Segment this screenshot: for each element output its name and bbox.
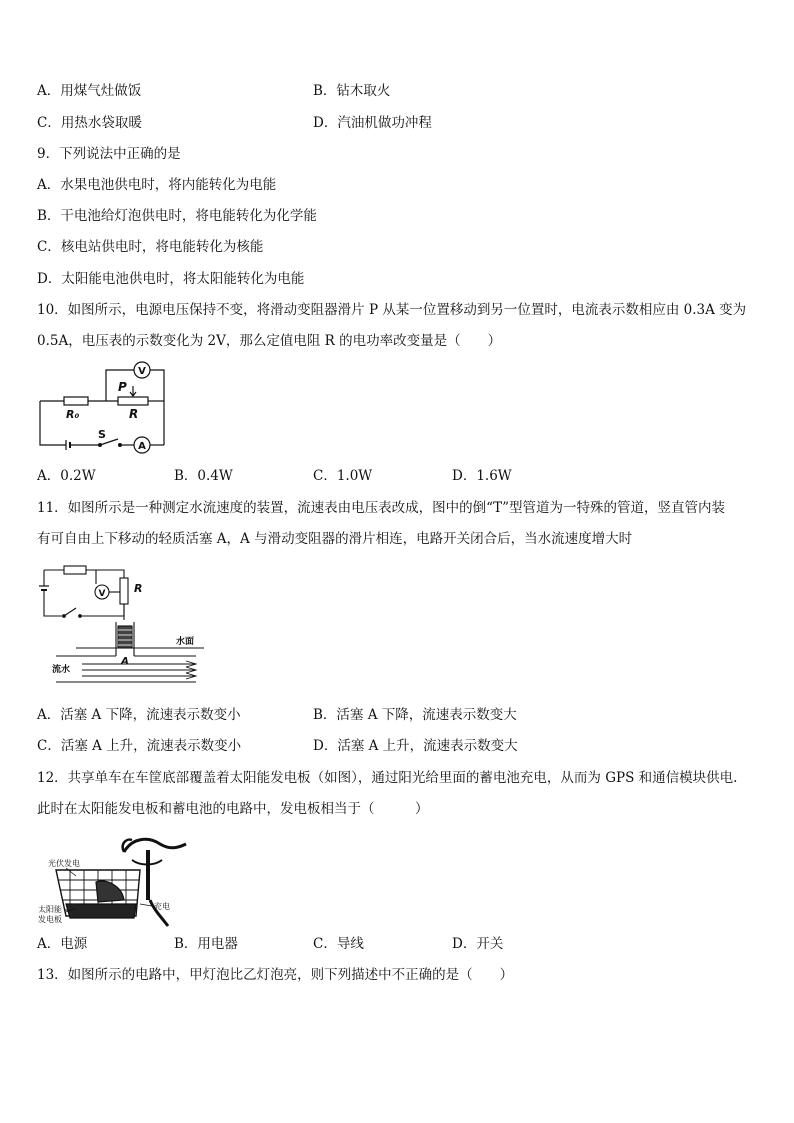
q10-circuit-figure	[36, 358, 171, 458]
pv-label: 光伏发电	[48, 859, 80, 868]
q10-stem-line2: 0.5A，电压表的示数变化为 2V，那么定值电阻 R 的电功率改变量是（ ）	[37, 333, 502, 349]
q11-flow-meter-figure	[36, 560, 206, 690]
q8-option-d: D．汽油机做功冲程	[313, 115, 432, 131]
q12-bike-basket-figure	[36, 830, 191, 930]
r0-label: R₀	[66, 408, 80, 421]
q12-option-d: D．开关	[452, 936, 504, 952]
q12-stem-line1: 12．共享单车在车筐底部覆盖着太阳能发电板（如图），通过阳光给里面的蓄电池充电，从而为 GPS 和通信模块供电.	[37, 770, 738, 786]
q11-option-c: C．活塞 A 上升，流速表示数变小	[37, 738, 242, 754]
q9-option-a: A．水果电池供电时，将内能转化为电能	[37, 177, 277, 193]
q12-option-a: A．电源	[37, 936, 88, 952]
r0-resistor	[64, 397, 88, 405]
q10-option-b: B．0.4W	[174, 468, 233, 484]
q10-stem-line1: 10．如图所示，电源电压保持不变，将滑动变阻器滑片 P 从某一位置移动到另一位置时，电流表示数相应由 0.3A 变为	[37, 302, 747, 318]
q9-option-d: D．太阳能电池供电时，将太阳能转化为电能	[37, 271, 305, 287]
switch-s-label: S	[98, 428, 106, 441]
piston-a-label: A	[121, 656, 129, 667]
q10-option-c: C．1.0W	[313, 468, 373, 484]
q11-stem-line2: 有可自由上下移动的轻质活塞 A，A 与滑动变阻器的滑片相连，电路开关闭合后，当水流速度增大时	[37, 531, 633, 547]
q8-option-b: B．钻木取火	[313, 83, 391, 99]
q10-option-a: A．0.2W	[37, 468, 96, 484]
q9-option-c: C．核电站供电时，将电能转化为核能	[37, 239, 264, 255]
q13-stem: 13．如图所示的电路中，甲灯泡比乙灯泡亮，则下列描述中不正确的是（ ）	[37, 967, 514, 983]
q9-option-b: B．干电池给灯泡供电时，将电能转化为化学能	[37, 208, 317, 224]
q12-stem-line2: 此时在太阳能发电板和蓄电池的电路中，发电板相当于（ ）	[37, 801, 429, 817]
solar-panel	[66, 904, 136, 918]
water-surface-label: 水面	[176, 637, 195, 647]
charge-label: 充电	[154, 902, 170, 911]
q11-option-a: A．活塞 A 下降，流速表示数变小	[37, 707, 241, 723]
q12-option-b: B．用电器	[174, 936, 238, 952]
q11-option-b: B．活塞 A 下降，流速表示数变大	[313, 707, 517, 723]
slider-p-label: P	[118, 380, 127, 394]
q11-rheostat	[120, 578, 128, 604]
q11-stem-line1: 11．如图所示是一种测定水流速度的装置，流速表由电压表改成，图中的倒“T”型管道为一特殊的管道，竖直管内装	[37, 500, 725, 516]
panel-label-line1: 太阳能	[38, 905, 62, 914]
r-rheostat	[118, 397, 148, 405]
q9-stem: 9．下列说法中正确的是	[37, 146, 181, 162]
voltmeter-label: V	[138, 366, 146, 377]
q12-option-c: C．导线	[313, 936, 364, 952]
q8-option-c: C．用热水袋取暖	[37, 115, 142, 131]
q11-r-label: R	[134, 582, 143, 595]
flow-label: 流水	[52, 665, 71, 675]
q11-voltmeter-label: V	[98, 589, 106, 599]
q8-option-a: A．用煤气灶做饭	[37, 83, 142, 99]
ammeter-label: A	[138, 441, 146, 452]
panel-label-line2: 发电板	[38, 915, 62, 924]
q11-option-d: D．活塞 A 上升，流速表示数变大	[313, 738, 518, 754]
r-label: R	[129, 407, 139, 421]
q10-option-d: D．1.6W	[452, 468, 512, 484]
